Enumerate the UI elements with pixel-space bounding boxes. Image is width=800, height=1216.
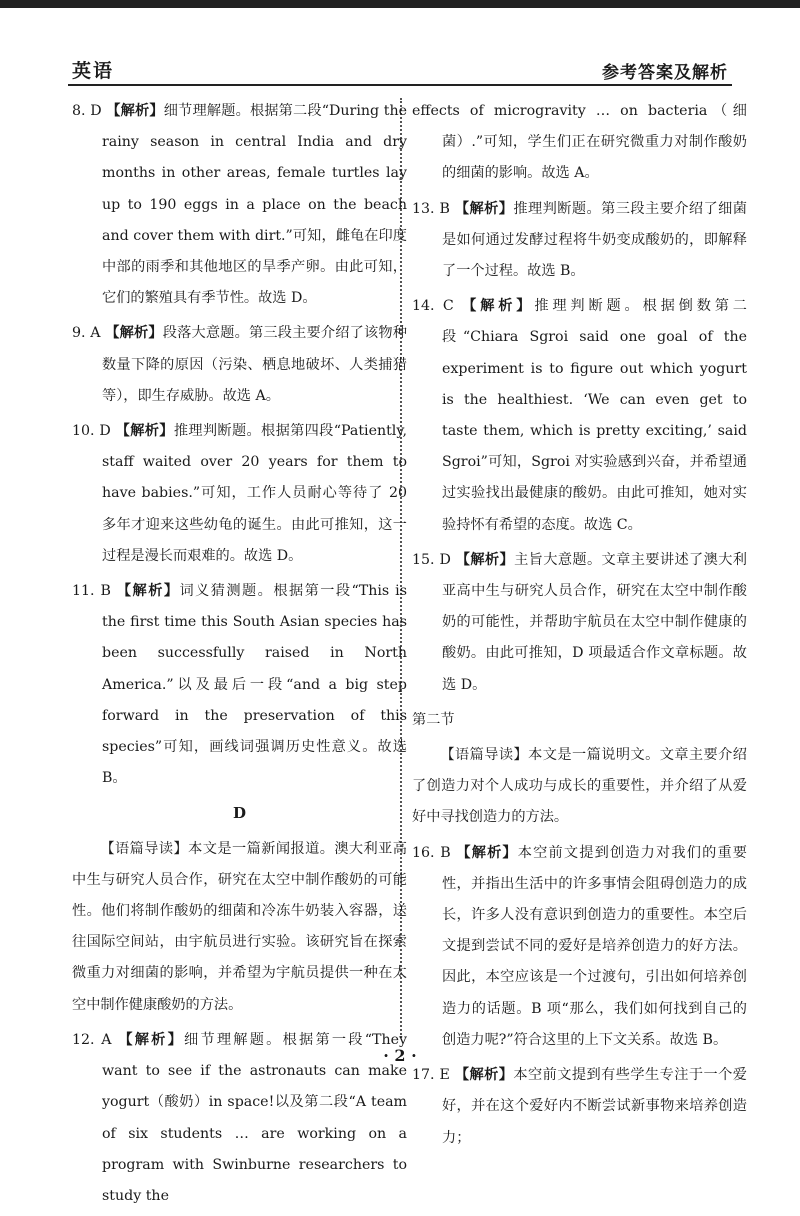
analysis-tag: 【解析】	[105, 325, 163, 342]
answer-text: 细节理解题。根据第二段“During the rainy season in central India and dry months in other areas, female turtles lay up to 190 eggs in a place on the beach and cover them with dirt.”可知，雌龟在印度中部的雨季和其他地区的旱季产卵。由此可知，它们的繁殖具有季节性。故选 D。	[102, 103, 407, 307]
answer-number: 14. C	[412, 298, 454, 315]
right-column	[412, 96, 747, 1158]
section-2-intro: 【语篇导读】本文是一篇说明文。文章主要介绍了创造力对个人成功与成长的重要性，并介绍了从爱好中寻找创造力的方法。	[412, 747, 747, 826]
answer-number: 10. D	[72, 423, 111, 440]
analysis-tag: 【解析】	[455, 551, 515, 568]
section-d-intro: 【语篇导读】本文是一篇新闻报道。澳大利亚高中生与研究人员合作，研究在太空中制作酸奶的可能性。他们将制作酸奶的细菌和冷冻牛奶装入容器，送往国际空间站，由宇航员进行实验。该研究旨在探索微重力对细菌的影响，并希望为宇航员提供一种在太空中制作健康酸奶的方法。	[72, 840, 407, 1013]
answer-item-14	[412, 291, 747, 541]
answer-text: effects of microgravity … on bacteria（细菌）.”可知，学生们正在研究微重力对制作酸奶的细菌的影响。故选 A。	[412, 103, 747, 182]
answer-number: 17. E	[412, 1067, 450, 1084]
answer-item-15	[412, 545, 747, 701]
answer-text: 本空前文提到有些学生专注于一个爱好，并在这个爱好内不断尝试新事物来培养创造力；	[442, 1067, 747, 1146]
analysis-tag: 【解析】	[106, 103, 164, 119]
answer-text: 推理判断题。根据第四段“Patiently, staff waited over 20 years for them to have babies.”可知，工作人员耐心等待了 20 多年才迎来这些幼龟的诞生。由此可推知，这一过程是漫长而艰难的。故选 D。	[102, 423, 407, 564]
page-number: · 2 ·	[383, 1046, 417, 1065]
answer-item-17	[412, 1060, 747, 1154]
answer-number: 15. D	[412, 551, 451, 568]
analysis-tag: 【解析】	[454, 200, 514, 217]
top-border-bar	[0, 0, 800, 8]
page-header	[68, 52, 732, 84]
answer-item-11	[72, 576, 407, 794]
answer-text: 细节理解题。根据第一段“They want to see if the astronauts can make yogurt（酸奶）in space!以及第二段“A team of six students … are working on a program with Swinburne researchers to study the	[102, 1031, 407, 1204]
analysis-tag: 【解析】	[462, 298, 535, 315]
analysis-tag: 【解析】	[118, 1031, 185, 1048]
answer-item-9	[72, 318, 407, 412]
answer-text: 主旨大意题。文章主要讲述了澳大利亚高中生与研究人员合作，研究在太空中制作酸奶的可能性，并帮助宇航员在太空中制作健康的酸奶。由此可推知，D 项最适合作文章标题。故选 D。	[442, 551, 747, 693]
section-2-label: 第二节	[412, 711, 455, 728]
answer-number: 9. A	[72, 325, 101, 342]
answer-text: 推理判断题。根据倒数第二段“Chiara Sgroi said one goal of the experiment is to figure out which yogurt is the healthiest. ‘We can even get to taste them, which is pretty exciting,’ said Sgroi”可知，Sgroi 对实验感到兴奋，并希望通过实验找出最健康的酸奶。由此可推知，她对实验持怀有希望的态度。故选 C。	[442, 298, 747, 533]
answer-number: 11. B	[72, 583, 111, 600]
answer-text: 推理判断题。第三段主要介绍了细菌是如何通过发酵过程将牛奶变成酸奶的，即解释了一个过程。故选 B。	[442, 200, 747, 280]
answer-item-12-continued	[412, 96, 747, 190]
answer-text: 词义猜测题。根据第一段“This is the first time this South Asian species has been successfully raised in North America.”以及最后一段“and a big step forward in the preservation of this species”可知，画线词强调历史性意义。故选 B。	[102, 583, 407, 787]
subject-label: 英语	[72, 60, 115, 82]
answer-item-13	[412, 194, 747, 288]
answer-item-10	[72, 416, 407, 572]
doc-title: 参考答案及解析	[602, 63, 728, 83]
answer-number: 16. B	[412, 844, 451, 861]
analysis-tag: 【解析】	[456, 844, 518, 861]
section-d-heading: D	[232, 804, 246, 823]
analysis-tag: 【解析】	[115, 423, 174, 440]
answer-number: 8. D	[72, 103, 102, 119]
answer-number: 12. A	[72, 1031, 112, 1048]
analysis-tag: 【解析】	[454, 1067, 514, 1084]
answer-text: 段落大意题。第三段主要介绍了该物种数量下降的原因（污染、栖息地破坏、人类捕猎等），即生存威胁。故选 A。	[102, 325, 407, 404]
answer-text: 本空前文提到创造力对我们的重要性，并指出生活中的许多事情会阻碍创造力的成长，许多人没有意识到创造力的重要性。本空后文提到尝试不同的爱好是培养创造力的好方法。因此，本空应该是一个过渡句，引出如何培养创造力的话题。B 项“那么，我们如何找到自己的创造力呢?”符合这里的上下文关系。故选 B。	[442, 844, 747, 1048]
answer-item-8	[72, 96, 407, 314]
header-rule	[68, 84, 732, 86]
answer-item-16	[412, 838, 747, 1056]
analysis-tag: 【解析】	[116, 583, 180, 600]
answer-number: 13. B	[412, 200, 450, 217]
